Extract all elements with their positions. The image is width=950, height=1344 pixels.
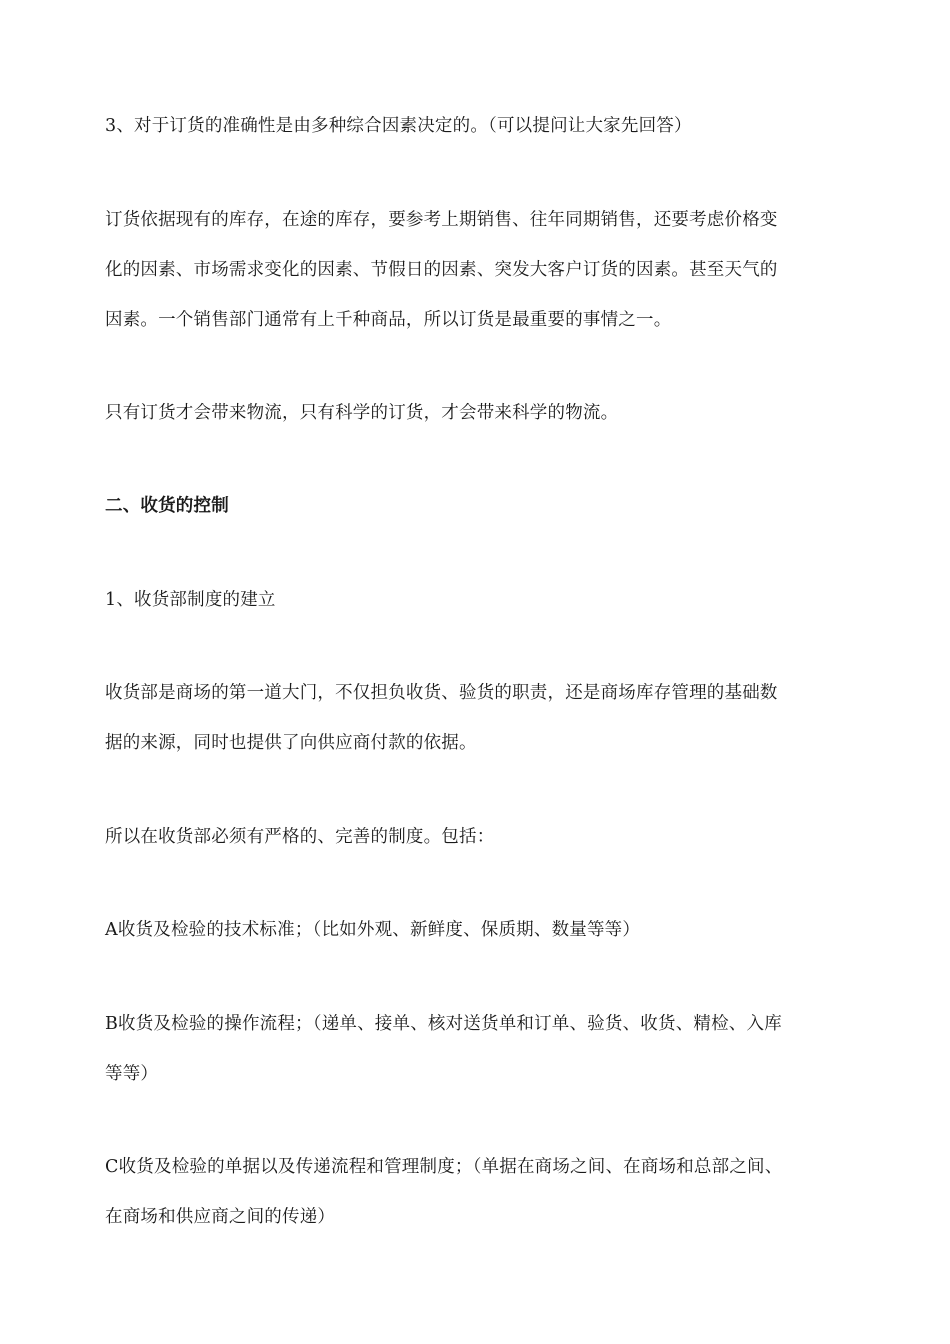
- paragraph-ordering-factors-line-2: 化的因素、市场需求变化的因素、节假日的因素、突发大客户订货的因素。甚至天气的: [105, 260, 778, 280]
- list-item-b-line-1: B收货及检验的操作流程；（递单、接单、核对送货单和订单、验货、收货、精检、入库: [105, 1014, 782, 1034]
- list-item-c-line-2: 在商场和供应商之间的传递）: [105, 1207, 336, 1227]
- paragraph-ordering-accuracy: 3、对于订货的准确性是由多种综合因素决定的。（可以提问让大家先回答）: [105, 116, 692, 136]
- paragraph-ordering-factors-line-1: 订货依据现有的库存，在途的库存，要参考上期销售、往年同期销售，还要考虑价格变: [105, 210, 778, 230]
- paragraph-receiving-dept-line-2: 据的来源，同时也提供了向供应商付款的依据。: [105, 733, 477, 753]
- list-item-a: A收货及检验的技术标准；（比如外观、新鲜度、保质期、数量等等）: [105, 920, 641, 940]
- section-heading-receiving-control: 二、收货的控制: [105, 496, 229, 516]
- paragraph-receiving-dept-line-1: 收货部是商场的第一道大门，不仅担负收货、验货的职责，还是商场库存管理的基础数: [105, 683, 778, 703]
- list-item-c-line-1: C收货及检验的单据以及传递流程和管理制度；（单据在商场之间、在商场和总部之间、: [105, 1157, 783, 1177]
- paragraph-ordering-logistics: 只有订货才会带来物流，只有科学的订货，才会带来科学的物流。: [105, 403, 619, 423]
- paragraph-ordering-factors-line-3: 因素。一个销售部门通常有上千种商品，所以订货是最重要的事情之一。: [105, 310, 672, 330]
- list-item-b-line-2: 等等）: [105, 1064, 159, 1084]
- paragraph-strict-system: 所以在收货部必须有严格的、完善的制度。包括：: [105, 827, 495, 847]
- subheading-receiving-system: 1、收货部制度的建立: [105, 590, 276, 610]
